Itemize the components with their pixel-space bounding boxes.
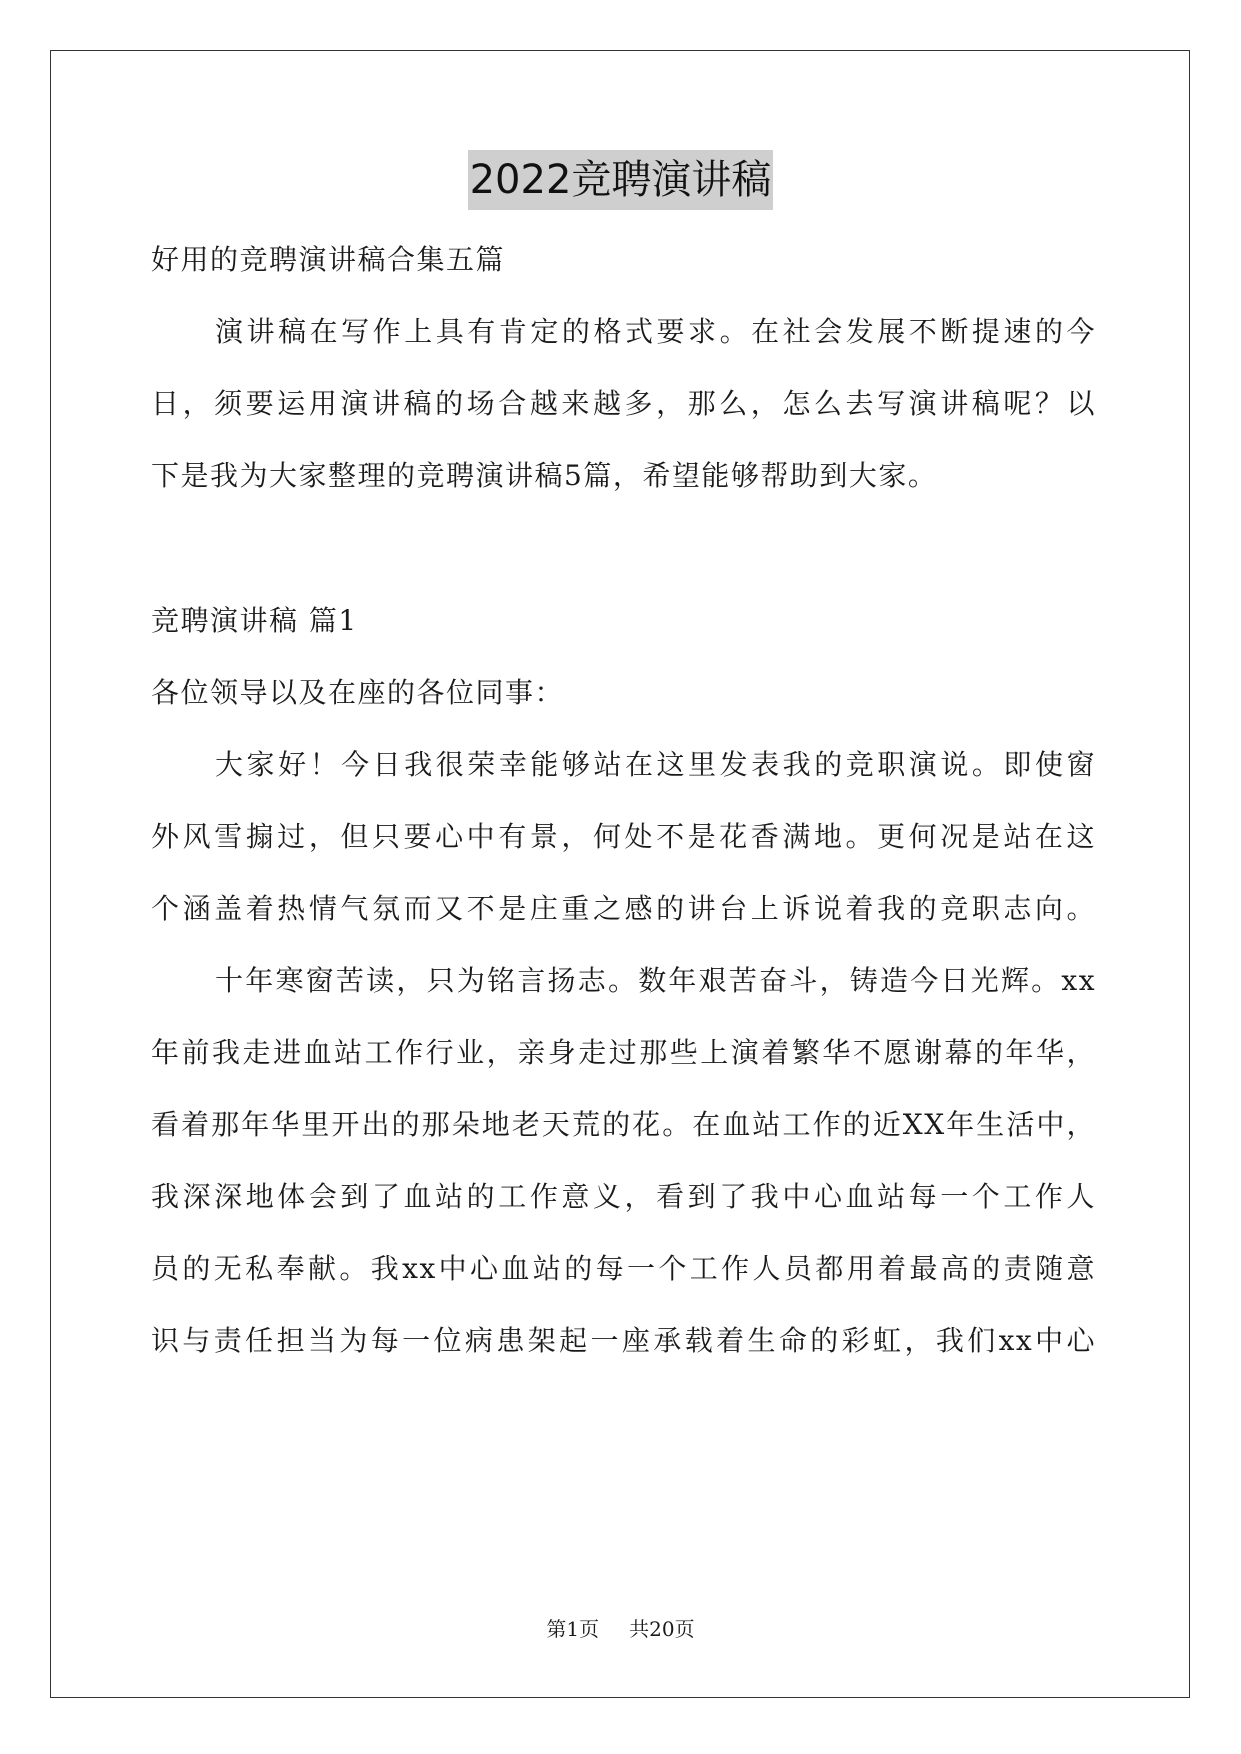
title-container bbox=[0, 150, 1241, 210]
para2-line-4: 我深深地体会到了血站的工作意义，看到了我中心血站每一个工作人 bbox=[151, 1180, 1096, 1213]
para2-line-2: 年前我走进血站工作行业，亲身走过那些上演着繁华不愿谢幕的年华， bbox=[151, 1036, 1096, 1069]
para2-line-1: 十年寒窗苦读，只为铭言扬志。数年艰苦奋斗，铸造今日光辉。xx bbox=[215, 964, 1096, 997]
document-title: 2022竞聘演讲稿 bbox=[468, 150, 774, 210]
para2-line-5: 员的无私奉献。我xx中心血站的每一个工作人员都用着最高的责随意 bbox=[151, 1252, 1096, 1285]
page-footer bbox=[0, 1614, 1241, 1644]
section-heading: 竞聘演讲稿 篇1 bbox=[151, 604, 358, 637]
page-total: 共20页 bbox=[629, 1617, 695, 1641]
intro-line-1: 演讲稿在写作上具有肯定的格式要求。在社会发展不断提速的今 bbox=[215, 315, 1096, 348]
para2-line-6: 识与责任担当为每一位病患架起一座承载着生命的彩虹，我们xx中心 bbox=[151, 1324, 1096, 1357]
intro-line-3: 下是我为大家整理的竞聘演讲稿5篇，希望能够帮助到大家。 bbox=[151, 459, 938, 492]
salutation: 各位领导以及在座的各位同事： bbox=[151, 676, 565, 709]
intro-line-2: 日，须要运用演讲稿的场合越来越多，那么，怎么去写演讲稿呢？以 bbox=[151, 387, 1096, 420]
page-number: 第1页 bbox=[546, 1617, 600, 1641]
document-subtitle: 好用的竞聘演讲稿合集五篇 bbox=[151, 243, 506, 276]
para2-line-3: 看着那年华里开出的那朵地老天荒的花。在血站工作的近XX年生活中， bbox=[151, 1108, 1096, 1141]
para1-line-1: 大家好！今日我很荣幸能够站在这里发表我的竞职演说。即使窗 bbox=[215, 748, 1096, 781]
para1-line-2: 外风雪搧过，但只要心中有景，何处不是花香满地。更何况是站在这 bbox=[151, 820, 1096, 853]
page-border bbox=[50, 50, 1190, 1698]
para1-line-3: 个涵盖着热情气氛而又不是庄重之感的讲台上诉说着我的竞职志向。 bbox=[151, 892, 1096, 925]
